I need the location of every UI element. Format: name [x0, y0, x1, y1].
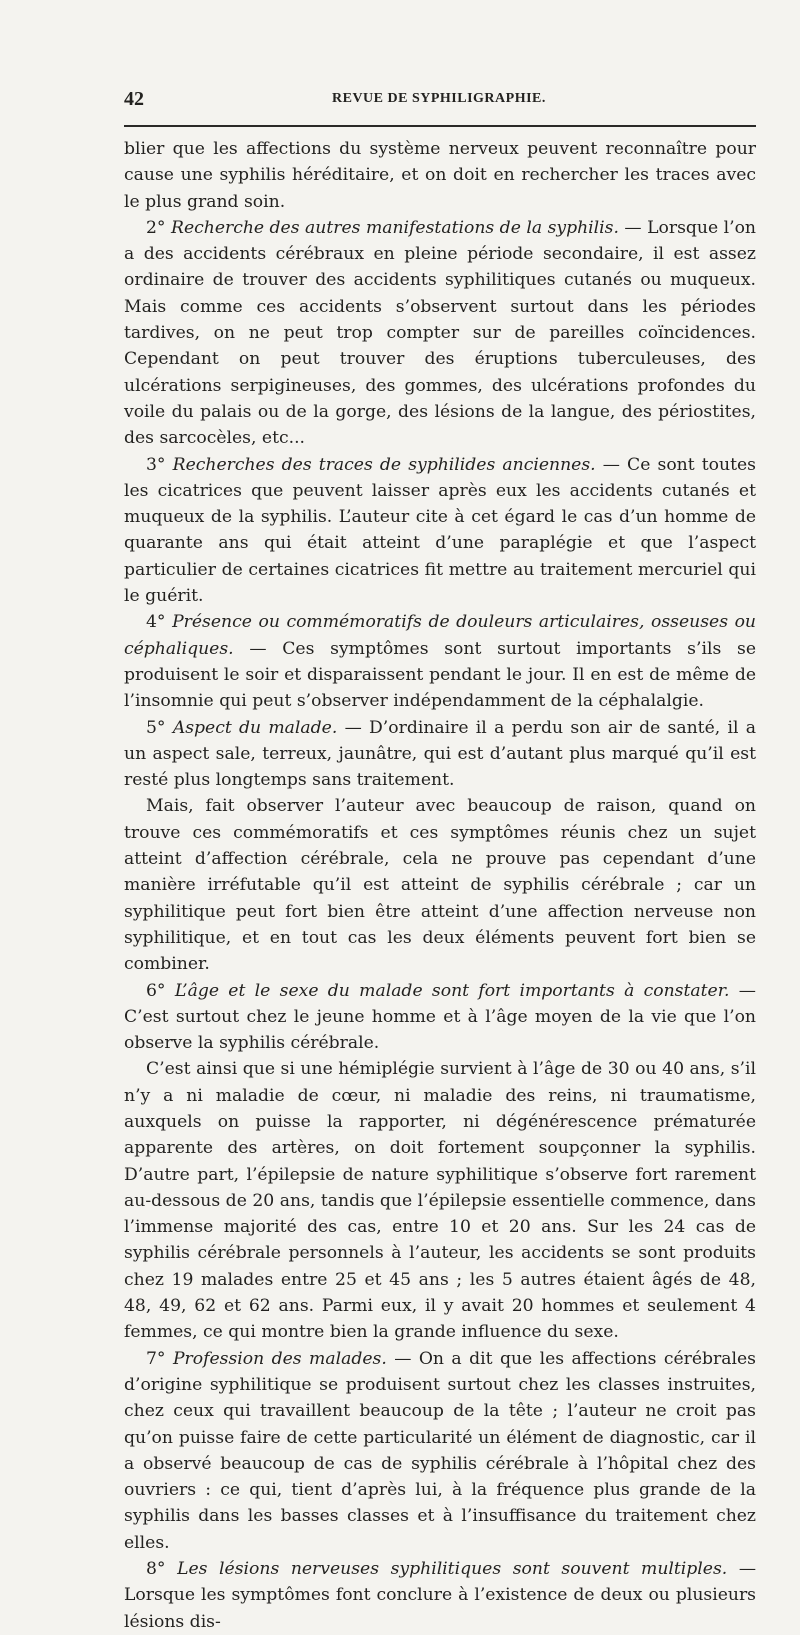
paragraph: [124, 715, 756, 794]
italic-run: Aspect du malade.: [172, 717, 338, 738]
page-number: 42: [124, 88, 144, 110]
italic-run: Profession des malades.: [172, 1348, 387, 1369]
text-run: C’est ainsi que si une hémiplégie survient à l’âge de 30 ou 40 ans, s’il n’y a ni maladie de cœur, ni maladie des reins, ni traumatisme, auxquels on puisse la rapporter, ni dégénérescence prématurée apparente des artères, on doit fortement soupçonner la syphilis. D’autre part, l’épilepsie de nature syphilitique s’observe fort rarement au-dessous de 20 ans, tandis que l’épilepsie essentielle commence, dans l’immense majorité des cas, entre 10 et 20 ans. Sur les 24 cas de syphilis cérébrale personnels à l’auteur, les accidents se sont produits chez 19 malades entre 25 et 45 ans ; les 5 autres étaient âgés de 48, 48, 49, 62 et 62 ans. Parmi eux, il y avait 20 hommes et seulement 4 femmes, ce qui montre bien la grande influence du sexe.: [124, 1059, 756, 1343]
italic-run: Recherche des autres manifestations de la syphilis.: [171, 217, 619, 238]
page-header: [124, 88, 756, 110]
italic-run: Recherches des traces de syphilides anciennes.: [172, 454, 596, 475]
text-run: 4°: [146, 612, 173, 633]
text-run: — Ce sont toutes les cicatrices que peuvent laisser après eux les accidents cutanés et muqueux de la syphilis. L’auteur cite à cet égard le cas d’un homme de quarante ans qui était atteint d’une paraplégie et que l’aspect particulier de certaines cicatrices fit mettre au traitement mercuriel qui le guérit.: [124, 454, 756, 607]
paragraph: [124, 978, 756, 1057]
text-run: 5°: [146, 717, 173, 738]
text-run: 2°: [146, 217, 172, 238]
paragraph: [124, 136, 756, 215]
italic-run: Les lésions nerveuses syphilitiques sont souvent multiples.: [177, 1559, 728, 1580]
paragraph: [124, 215, 756, 452]
paragraph: [124, 609, 756, 714]
text-run: — C’est surtout chez le jeune homme et à l’âge moyen de la vie que l’on observe la syphilis cérébrale.: [124, 980, 756, 1054]
text-run: Mais, fait observer l’auteur avec beaucoup de raison, quand on trouve ces commémoratifs et ces symptômes réunis chez un sujet atteint d’affection cérébrale, cela ne prouve pas cependant d’une manière irréfutable qu’il est atteint de syphilis cérébrale ; car un syphilitique peut fort bien être atteint d’une affection nerveuse non syphilitique, et en tout cas les deux éléments peuvent fort bien se combiner.: [124, 796, 756, 975]
paragraph: [124, 1056, 756, 1345]
paragraph: [124, 1346, 756, 1556]
paragraph: [124, 1556, 756, 1635]
text-run: — Lorsque les symptômes font conclure à l’existence de deux ou plusieurs lésions dis-: [124, 1559, 757, 1632]
text-run: — On a dit que les affections cérébrales d’origine syphilitique se produisent surtout chez les classes instruites, chez ceux qui travaillent beaucoup de la tête ; l’auteur ne croit pas qu’on puisse faire de cette particularité un élément de diagnostic, car il a observé beaucoup de cas de syphilis cérébrale à l’hôpital chez des ouvriers : ce qui, tient d’après lui, à la fréquence plus grande de la syphilis dans les basses classes et à l’insuffisance du traitement chez elles.: [124, 1348, 757, 1553]
text-run: — D’ordinaire il a perdu son air de santé, il a un aspect sale, terreux, jaunâtre, qui est d’autant plus marqué qu’il est resté plus longtemps sans traitement.: [124, 717, 756, 791]
text-run: 6°: [146, 980, 175, 1001]
text-run: 8°: [146, 1559, 178, 1580]
paragraph: [124, 793, 756, 977]
italic-run: Présence ou commémoratifs de douleurs articulaires, osseuses ou céphaliques.: [124, 612, 756, 659]
body-text: [124, 136, 756, 1635]
text-run: 7°: [146, 1348, 173, 1369]
paragraph: [124, 452, 756, 610]
italic-run: L’âge et le sexe du malade sont fort importants à constater.: [174, 980, 730, 1001]
text-run: — Ces symptômes sont surtout importants s’ils se produisent le soir et disparaissent pendant le jour. Il en est de même de l’insomnie qui peut s’observer indépendamment de la céphalalgie.: [124, 638, 756, 712]
text-run: blier que les affections du système nerveux peuvent reconnaître pour cause une syphilis héréditaire, et on doit en rechercher les traces avec le plus grand soin.: [124, 139, 756, 212]
text-run: 3°: [146, 454, 173, 475]
running-title: REVUE DE SYPHILIGRAPHIE.: [332, 91, 546, 106]
header-rule: [124, 125, 756, 127]
text-run: — Lorsque l’on a des accidents cérébraux en pleine période secondaire, il est assez ordinaire de trouver des accidents syphilitiques cutanés ou muqueux. Mais comme ces accidents s’observent surtout dans les périodes tardives, on ne peut trop compter sur de pareilles coïncidences. Cependant on peut trouver des éruptions tuberculeuses, des ulcérations serpigineuses, des gommes, des ulcérations profondes du voile du palais ou de la gorge, des lésions de la langue, des périostites, des sarcocèles, etc...: [124, 217, 757, 449]
